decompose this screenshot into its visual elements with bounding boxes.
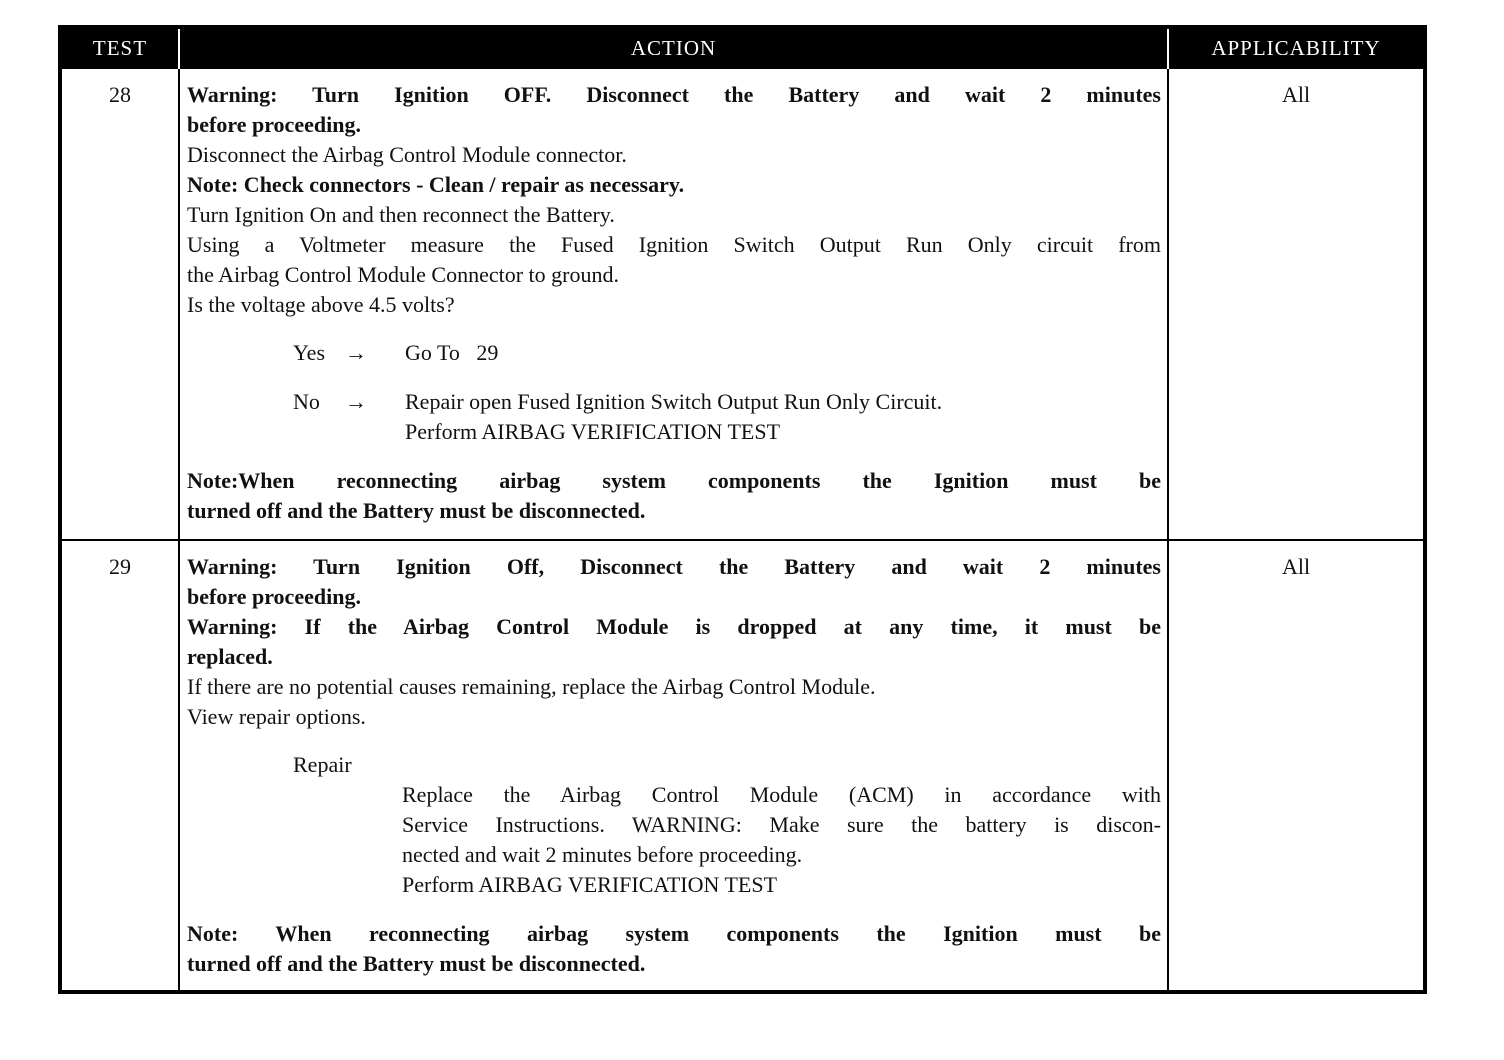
applicability-value: All (1168, 68, 1425, 540)
no-label: No (293, 389, 320, 414)
warning-text: Warning: Turn Ignition OFF. Disconnect the Battery and wait 2 minutes (187, 82, 1161, 107)
note-text: Note: When reconnecting airbag system components the Ignition must be (187, 921, 1161, 946)
yes-label: Yes (293, 340, 326, 365)
note-text: turned off and the Battery must be disconnected. (187, 951, 646, 976)
instruction-text: Turn Ignition On and then reconnect the Battery. (187, 202, 615, 227)
action-cell (179, 540, 1168, 992)
instruction-text: Using a Voltmeter measure the Fused Ignition Switch Output Run Only circuit from (187, 232, 1161, 257)
warning-text: replaced. (187, 644, 273, 669)
warning-text: before proceeding. (187, 112, 361, 137)
arrow-right-icon: → (345, 340, 367, 365)
header-applicability: APPLICABILITY (1168, 27, 1425, 68)
no-result-line: Repair open Fused Ignition Switch Output Run Only Circuit. (405, 389, 943, 414)
repair-label: Repair (293, 752, 352, 777)
action-cell (179, 68, 1168, 540)
test-number: 29 (60, 540, 179, 992)
repair-line: nected and wait 2 minutes before proceeding. (402, 842, 803, 867)
table-row (60, 68, 1425, 540)
diagnostic-test-table (58, 25, 1427, 994)
instruction-text: Disconnect the Airbag Control Module connector. (187, 142, 627, 167)
warning-text: before proceeding. (187, 584, 361, 609)
no-result-line: Perform AIRBAG VERIFICATION TEST (405, 419, 781, 444)
test-number: 28 (60, 68, 179, 540)
instruction-text: If there are no potential causes remaining, replace the Airbag Control Module. (187, 674, 876, 699)
repair-line: Service Instructions. WARNING: Make sure the battery is discon- (402, 812, 1161, 837)
header-test: TEST (60, 27, 179, 68)
note-block (187, 919, 1161, 979)
no-branch (293, 387, 1161, 447)
instruction-text: the Airbag Control Module Connector to ground. (187, 262, 619, 287)
warning-text: Warning: If the Airbag Control Module is dropped at any time, it must be (187, 614, 1161, 639)
yes-result: Go To 29 (405, 340, 499, 365)
arrow-right-icon: → (345, 389, 367, 414)
table-header-row (60, 27, 1425, 68)
note-block (187, 466, 1161, 526)
header-action: ACTION (179, 27, 1168, 68)
repair-instructions (402, 780, 1161, 900)
warning-text: Warning: Turn Ignition Off, Disconnect the Battery and wait 2 minutes (187, 554, 1161, 579)
note-text: turned off and the Battery must be disconnected. (187, 498, 646, 523)
no-result (405, 387, 1161, 447)
repair-line: Perform AIRBAG VERIFICATION TEST (402, 872, 778, 897)
question-text: Is the voltage above 4.5 volts? (187, 292, 455, 317)
repair-line: Replace the Airbag Control Module (ACM) in accordance with (402, 782, 1161, 807)
yes-branch (293, 338, 1161, 368)
note-text: Note: Check connectors - Clean / repair as necessary. (187, 172, 685, 197)
note-text: Note:When reconnecting airbag system components the Ignition must be (187, 468, 1161, 493)
table-row (60, 540, 1425, 992)
applicability-value: All (1168, 540, 1425, 992)
instruction-text: View repair options. (187, 704, 366, 729)
